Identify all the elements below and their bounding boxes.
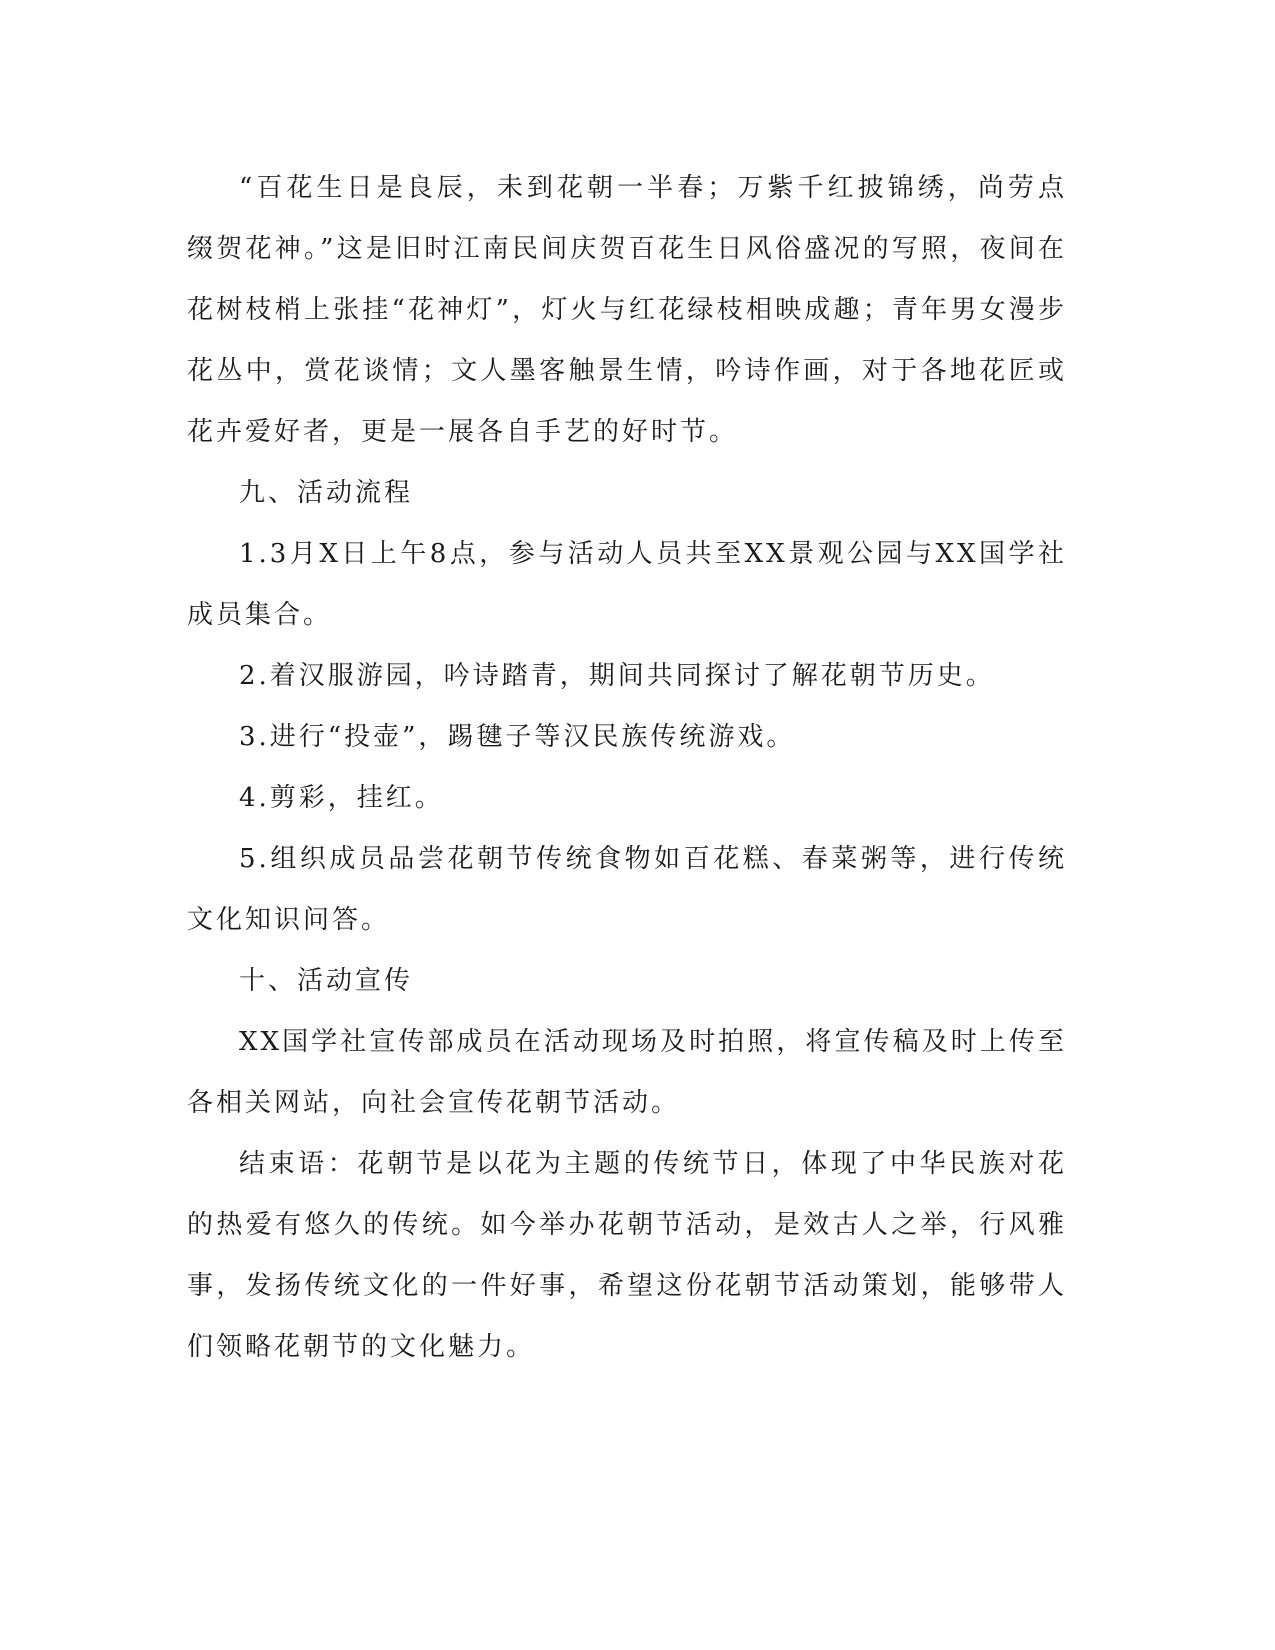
publicity-paragraph: XX国学社宣传部成员在活动现场及时拍照，将宣传稿及时上传至各相关网站，向社会宣传花朝节活动。 <box>187 1027 1067 1118</box>
section-heading-activity-process: 九、活动流程 <box>239 478 414 508</box>
document-body <box>187 158 1067 1378</box>
intro-paragraph: “百花生日是良辰，未到花朝一半春；万紫千红披锦绣，尚劳点缀贺花神。”这是旧时江南民间庆贺百花生日风俗盛况的写照，夜间在花树枝梢上张挂“花神灯”，灯火与红花绿枝相映成趣；青年男女漫步花丛中，赏花谈情；文人墨客触景生情，吟诗作画，对于各地花匠或花卉爱好者，更是一展各自手艺的好时节。 <box>187 173 1067 447</box>
process-step-2: 2.着汉服游园，吟诗踏青，期间共同探讨了解花朝节历史。 <box>239 661 995 691</box>
closing-paragraph: 结束语：花朝节是以花为主题的传统节日，体现了中华民族对花的热爱有悠久的传统。如今举办花朝节活动，是效古人之举，行风雅事，发扬传统文化的一件好事，希望这份花朝节活动策划，能够带人们领略花朝节的文化魅力。 <box>187 1149 1067 1362</box>
section-heading-publicity: 十、活动宣传 <box>239 966 414 996</box>
process-step-1: 1.3月X日上午8点，参与活动人员共至XX景观公园与XX国学社成员集合。 <box>187 539 1067 630</box>
process-step-5: 5.组织成员品尝花朝节传统食物如百花糕、春菜粥等，进行传统文化知识问答。 <box>187 844 1067 935</box>
process-step-4: 4.剪彩，挂红。 <box>239 783 444 813</box>
process-step-3: 3.进行“投壶”，踢毽子等汉民族传统游戏。 <box>239 722 796 752</box>
